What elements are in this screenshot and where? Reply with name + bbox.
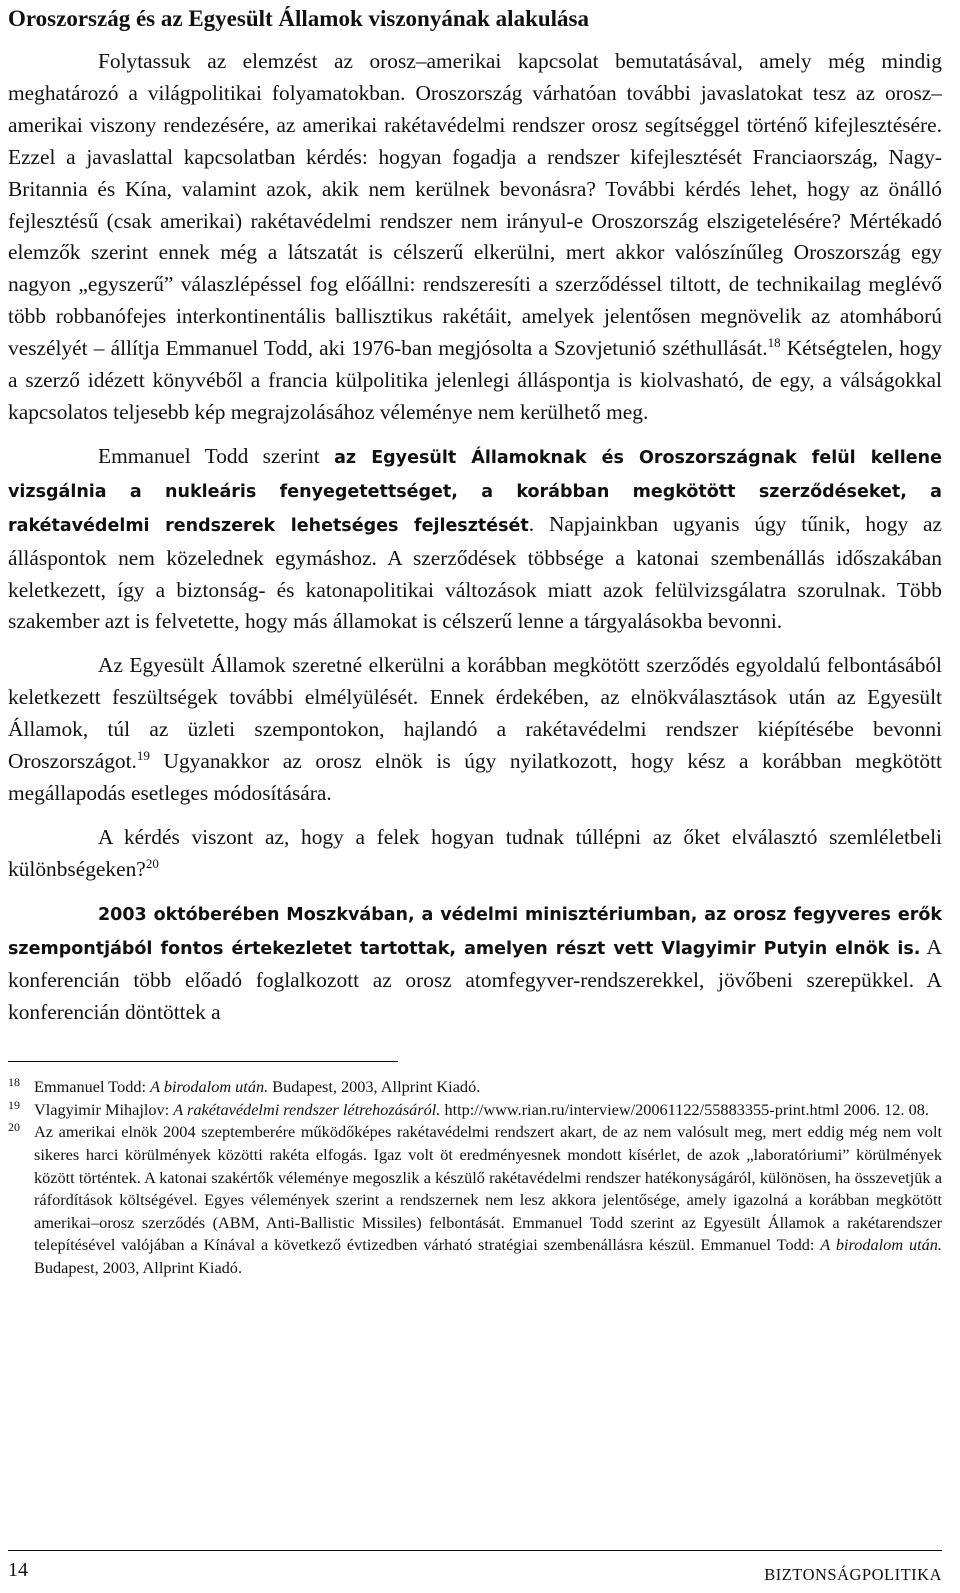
footnote-text: Budapest, 2003, Allprint Kiadó. <box>268 1077 481 1097</box>
footnote-ref-20[interactable]: 20 <box>145 855 159 871</box>
paragraph-5-text: A konferencián több előadó foglalkozott az orosz atomfegyver-rendszerekkel, jövőbeni szerepükkel. A konferencián döntöttek a <box>8 934 942 1025</box>
footnotes <box>8 1076 942 1279</box>
footnote-19 <box>8 1099 942 1122</box>
footnote-text: Vlagyimir Mihajlov: <box>34 1099 174 1119</box>
paragraph-2 <box>8 441 942 638</box>
footnote-separator <box>8 1061 398 1062</box>
paragraph-5-bold: 2003 októberében Moszkvában, a védelmi minisztériumban, az orosz fegyveres erők szempontjából fontos értekezletet tartottak, amelyen részt vett Vlagyimir Putyin elnök is. <box>8 904 942 959</box>
footnote-number: 18 <box>8 1075 20 1090</box>
footnote-text: Emmanuel Todd: <box>34 1077 151 1097</box>
paragraph-4-text: A kérdés viszont az, hogy a felek hogyan tudnak túllépni az őket elválasztó szemléletbeli különbségeken? <box>8 824 942 881</box>
paragraph-3-text-b: Ugyanakkor az orosz elnök is úgy nyilatkozott, hogy kész a korábban megkötött megállapodás esetleges módosítására. <box>8 749 942 805</box>
body-text <box>8 46 942 1029</box>
page-footer <box>8 1550 942 1583</box>
footnote-article-title: A rakétavédelmi rendszer létrehozásáról. <box>173 1099 441 1119</box>
footnote-book-title: A birodalom után. <box>820 1235 942 1255</box>
footnote-text: Budapest, 2003, Allprint Kiadó. <box>34 1258 243 1278</box>
paragraph-1 <box>8 46 942 429</box>
footnote-text[interactable]: http://www.rian.ru/interview/20061122/55883355-print.html 2006. 12. 08. <box>440 1099 929 1119</box>
journal-name: BIZTONSÁGPOLITIKA <box>764 1565 942 1584</box>
paragraph-1-text-b: Kétségtelen, hogy a szerző idézett könyvéből a francia külpolitika jelenlegi álláspontja is kiolvasható, de egy, a válságokkal kapcsolatos teljesebb kép megrajzolásához véleménye nem kerülhető meg. <box>8 336 942 424</box>
paragraph-5 <box>8 898 942 1030</box>
page-number: 14 <box>8 1559 28 1581</box>
footnote-18 <box>8 1076 942 1099</box>
paragraph-2-text-b: . Napjainkban ugyanis úgy tűnik, hogy az álláspontok nem közelednek egymáshoz. A szerződések többsége a katonai szembenállás időszakában keletkezett, így a biztonság- és katonapolitikai változások miatt azok felülvizsgálatra szorulnak. Több szakember azt is felvetette, hogy más államokat is célszerű lenne a tárgyalásokba bevonni. <box>8 511 942 634</box>
footnote-ref-19[interactable]: 19 <box>136 747 150 763</box>
paragraph-1-text-a: Folytassuk az elemzést az orosz–amerikai kapcsolat bemutatásával, amely még mindig meghatározó a világpolitikai folyamatokban. Oroszország várhatóan további javaslatokat tesz az orosz–amerikai viszony rendezésére, az amerikai rakétavédelmi rendszer orosz segítséggel történő kifejlesztésére. Ezzel a javaslattal kapcsolatban kérdés: hogyan fogadja a rendszer kifejlesztését Franciaország, Nagy-Britannia és Kína, valamint azok, akik nem kerülnek bevonásra? További kérdés lehet, hogy az önálló fejlesztésű (csak amerikai) rakétavédelmi rendszer nem irányul-e Oroszország elszigetelésére? Mértékadó elemzők szerint ennek még a látszatát is célszerű elkerülni, mert akkor valószínűleg Oroszország egy nagyon „egyszerű” válaszlépéssel fog előállni: rendszeresíti a szerződéssel tiltott, de technikailag meglévő több robbanófejes interkontinentális ballisztikus rakétáit, amelyek jelentősen megnövelik az atomháború veszélyét – állítja Emmanuel Todd, aki 1976-ban megjósolta a Szovjetunió széthullását. <box>8 49 942 361</box>
paragraph-3-text-a: Az Egyesült Államok szeretné elkerülni a korábban megkötött szerződés egyoldalú felbontásából keletkezett feszültségek további elmélyülését. Ennek érdekében, az elnökválasztások után az Egyesült Államok, túl az üzleti szempontokon, hajlandó a rakétavédelmi rendszer kiépítésébe bevonni Oroszországot. <box>8 653 942 774</box>
paragraph-2-bold: az Egyesült Államoknak és Oroszországnak felül kellene vizsgálnia a nukleáris fenyegetettséget, a korábban megkötött szerződéseket, a rakétavédelmi rendszerek lehetséges fejlesztését <box>8 447 943 536</box>
footnote-book-title: A birodalom után. <box>150 1077 269 1097</box>
paragraph-4 <box>8 822 942 886</box>
footnote-number: 20 <box>8 1120 20 1135</box>
footnote-text: Az amerikai elnök 2004 szeptemberére működőképes rakétavédelmi rendszert akart, de az nem valósult meg, mert eddig még nem volt sikeres harci körülmények közötti rakéta elfogás. Igaz volt öt eredményesnek mondott kísérlet, de azok „laboratóriumi” körülmények között történtek. A katonai szakértők véleménye megoszlik a készülő rakétavédelmi rendszer hatékonyságáról, különösen, ha összevetjük a ráfordítások költségével. Egyes vélemények szerint a rendszernek nem lesz akkora jelentősége, amely igazolná a korábban megkötött amerikai–orosz szerződés (ABM, Anti-Ballistic Missiles) felbontását. Emmanuel Todd szerint az Egyesült Államok a rakétarendszer telepítésével valójában a Kínával a következő évtizedben várható stratégiai szembenállásra készül. Emmanuel Todd: <box>34 1122 942 1255</box>
footnote-number: 19 <box>8 1097 20 1112</box>
section-title: Oroszország és az Egyesült Államok viszonyának alakulása <box>8 6 589 31</box>
footnote-ref-18[interactable]: 18 <box>767 335 781 351</box>
paragraph-3 <box>8 650 942 810</box>
footnote-20 <box>8 1121 942 1279</box>
document-page <box>8 0 942 1280</box>
paragraph-2-text-a: Emmanuel Todd szerint <box>98 443 335 468</box>
